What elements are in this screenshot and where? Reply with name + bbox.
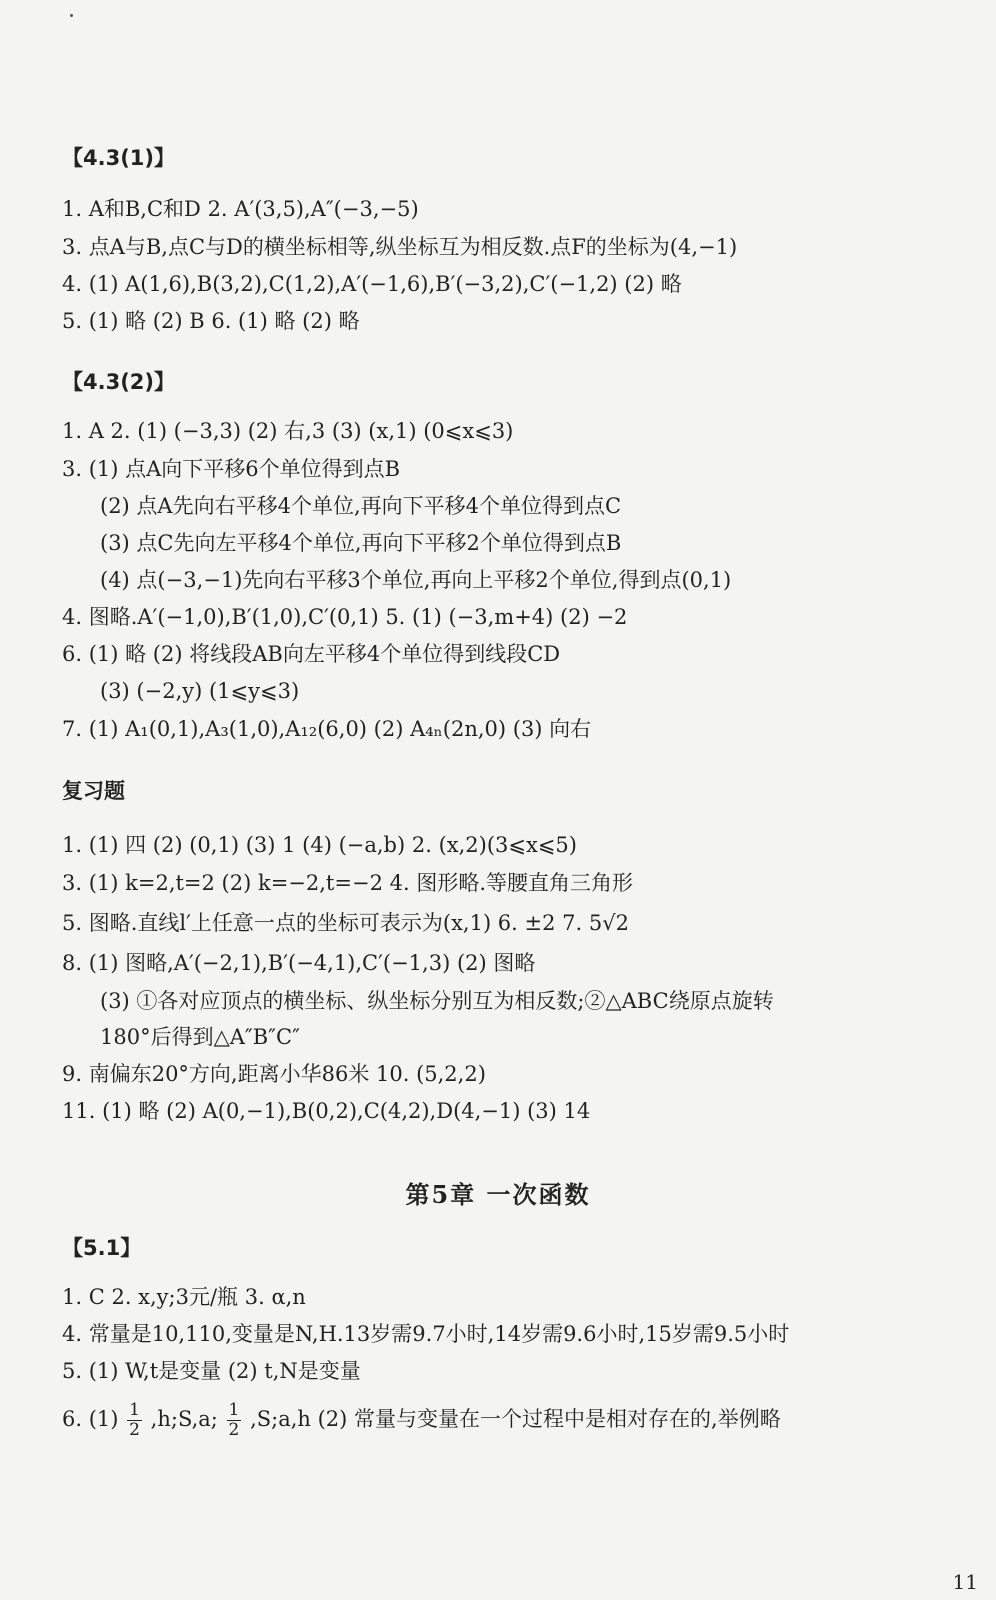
answer-line-with-fractions <box>62 1402 781 1439</box>
section-title-4-3-2: 【4.3(2)】 <box>62 370 176 394</box>
answer-line: 11. (1) 略 (2) A(0,−1),B(0,2),C(4,2),D(4,−1) (3) 14 <box>62 1099 591 1123</box>
fraction-denominator: 2 <box>129 1420 140 1440</box>
section-title-5-1: 【5.1】 <box>62 1236 142 1260</box>
answer-line: 180°后得到△A″B″C″ <box>100 1025 300 1049</box>
answer-line: 3. (1) k=2,t=2 (2) k=−2,t=−2 4. 图形略.等腰直角三角形 <box>62 871 633 895</box>
print-speck <box>70 14 73 17</box>
answer-line: 5. (1) 略 (2) B 6. (1) 略 (2) 略 <box>62 309 360 333</box>
chapter-heading: 第5章 一次函数 <box>405 1180 591 1209</box>
answer-line: 7. (1) A₁(0,1),A₃(1,0),A₁₂(6,0) (2) A₄ₙ(2n,0) (3) 向右 <box>62 717 592 741</box>
answer-line: 8. (1) 图略,A′(−2,1),B′(−4,1),C′(−1,3) (2) 图略 <box>62 951 536 975</box>
answer-line: 5. 图略.直线l′上任意一点的坐标可表示为(x,1) 6. ±2 7. 5√2 <box>62 911 629 935</box>
fraction <box>227 1402 242 1439</box>
fraction-numerator: 1 <box>129 1400 140 1420</box>
answer-line: (2) 点A先向右平移4个单位,再向下平移4个单位得到点C <box>100 494 622 518</box>
page-number: 11 <box>952 1570 978 1594</box>
answer-line: 9. 南偏东20°方向,距离小华86米 10. (5,2,2) <box>62 1062 486 1086</box>
answer-text: ,S;a,h (2) 常量与变量在一个过程中是相对存在的,举例略 <box>250 1407 781 1431</box>
answer-line: 1. A和B,C和D 2. A′(3,5),A″(−3,−5) <box>62 197 419 221</box>
answer-line: 4. (1) A(1,6),B(3,2),C(1,2),A′(−1,6),B′(−3,2),C′(−1,2) (2) 略 <box>62 272 682 296</box>
answer-line: 3. (1) 点A向下平移6个单位得到点B <box>62 457 401 481</box>
answer-line: 5. (1) W,t是变量 (2) t,N是变量 <box>62 1359 361 1383</box>
fraction-numerator: 1 <box>228 1400 240 1420</box>
answer-line: (3) ①各对应顶点的横坐标、纵坐标分别互为相反数;②△ABC绕原点旋转 <box>100 989 774 1013</box>
answer-line: 3. 点A与B,点C与D的横坐标相等,纵坐标互为相反数.点F的坐标为(4,−1) <box>62 235 738 259</box>
fraction <box>127 1402 142 1439</box>
answer-line: 6. (1) 略 (2) 将线段AB向左平移4个单位得到线段CD <box>62 642 561 666</box>
answer-line: 4. 图略.A′(−1,0),B′(1,0),C′(0,1) 5. (1) (−3,m+4) (2) −2 <box>62 605 628 629</box>
answer-line: (3) (−2,y) (1⩽y⩽3) <box>100 679 300 703</box>
section-title-review: 复习题 <box>62 779 125 803</box>
answer-text: ,h;S,a; <box>150 1407 218 1431</box>
answer-line: 1. A 2. (1) (−3,3) (2) 右,3 (3) (x,1) (0⩽x⩽3) <box>62 419 514 443</box>
fraction-denominator: 2 <box>228 1420 240 1440</box>
section-title-4-3-1: 【4.3(1)】 <box>62 146 176 170</box>
answer-line: (4) 点(−3,−1)先向右平移3个单位,再向上平移2个单位,得到点(0,1) <box>100 568 732 592</box>
answer-line: 1. (1) 四 (2) (0,1) (3) 1 (4) (−a,b) 2. (x,2)(3⩽x⩽5) <box>62 833 577 857</box>
answer-text: 6. (1) <box>62 1407 119 1431</box>
answer-line: (3) 点C先向左平移4个单位,再向下平移2个单位得到点B <box>100 531 622 555</box>
answer-line: 4. 常量是10,110,变量是N,H.13岁需9.7小时,14岁需9.6小时,15岁需9.5小时 <box>62 1322 790 1346</box>
answer-line: 1. C 2. x,y;3元/瓶 3. α,n <box>62 1285 306 1309</box>
